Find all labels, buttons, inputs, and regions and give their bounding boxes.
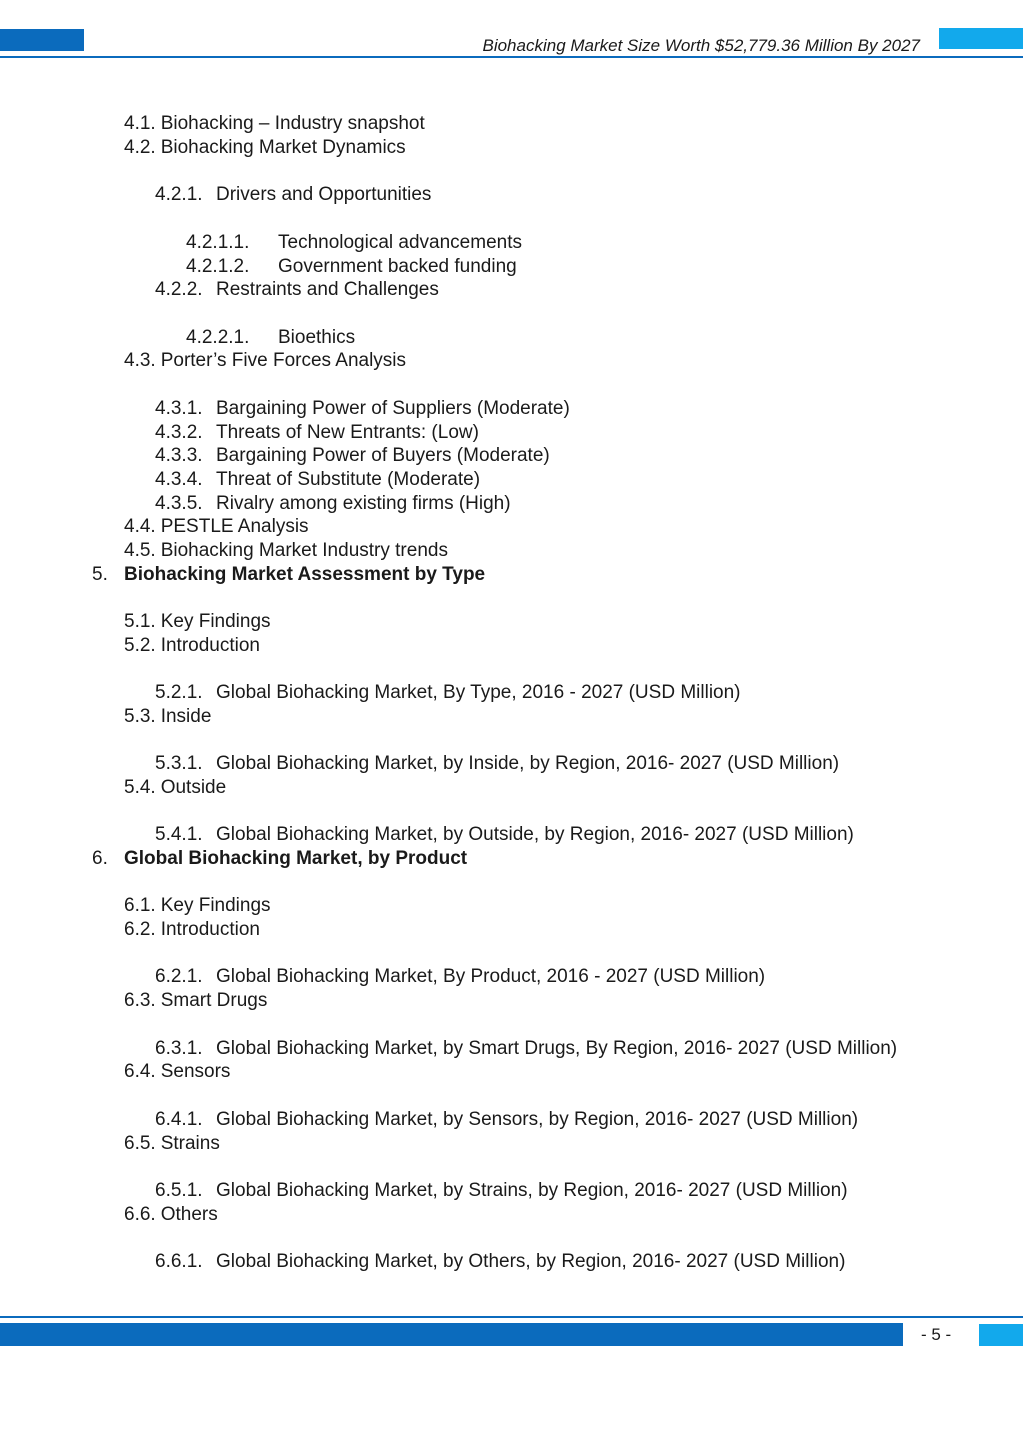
toc-entry-5-4 xyxy=(124,777,226,799)
toc-number: 6.6.1. xyxy=(155,1251,203,1272)
toc-entry-6-6-1 xyxy=(155,1251,845,1273)
toc-number: 5.2.1. xyxy=(155,682,203,703)
toc-entry-4-3-5 xyxy=(155,493,511,515)
toc-number: 6.5. xyxy=(124,1133,156,1154)
toc-number: 6.2.1. xyxy=(155,966,203,987)
header-title: Biohacking Market Size Worth $52,779.36 Million By 2027 xyxy=(482,36,920,55)
toc-entry-5-2-1 xyxy=(155,682,741,704)
toc-title: Global Biohacking Market, by Strains, by Region, 2016- 2027 (USD Million) xyxy=(216,1180,848,1201)
toc-title: Global Biohacking Market, By Product, 2016 - 2027 (USD Million) xyxy=(216,966,766,987)
toc-title: Bargaining Power of Suppliers (Moderate) xyxy=(216,398,570,419)
toc-entry-4-5 xyxy=(124,540,448,562)
toc-title: Sensors xyxy=(160,1061,231,1082)
toc-entry-5-2 xyxy=(124,635,260,657)
toc-number: 6.4.1. xyxy=(155,1109,203,1130)
toc-entry-4-2-2-1 xyxy=(186,327,355,349)
toc-number: 4.4. xyxy=(124,516,156,537)
toc-entry-6-3-1 xyxy=(155,1038,897,1060)
toc-title: Biohacking Market Industry trends xyxy=(160,540,448,561)
toc-entry-5-1 xyxy=(124,611,271,633)
toc-entry-6-1 xyxy=(124,895,271,917)
toc-number: 4.3.2. xyxy=(155,422,203,443)
footer-rule xyxy=(0,1316,1023,1318)
toc-title: Key Findings xyxy=(160,611,271,632)
toc-entry-4-3-2 xyxy=(155,422,479,444)
toc-entry-6-2-1 xyxy=(155,966,765,988)
toc-entry-6-3 xyxy=(124,990,267,1012)
toc-title: Global Biohacking Market, by Inside, by Region, 2016- 2027 (USD Million) xyxy=(216,753,840,774)
toc-number: 6.4. xyxy=(124,1061,156,1082)
toc-number: 4.3.3. xyxy=(155,445,203,466)
toc-title: Threat of Substitute (Moderate) xyxy=(216,469,481,490)
toc-number: 4.3.5. xyxy=(155,493,203,514)
toc-number: 6.5.1. xyxy=(155,1180,203,1201)
toc-entry-4-3 xyxy=(124,350,406,372)
toc-number: 5.4. xyxy=(124,777,156,798)
toc-title: Key Findings xyxy=(160,895,271,916)
toc-number: 5.1. xyxy=(124,611,156,632)
toc-entry-4-3-4 xyxy=(155,469,480,491)
toc-title: Bargaining Power of Buyers (Moderate) xyxy=(216,445,550,466)
toc-number: 4.3.1. xyxy=(155,398,203,419)
toc-title: Porter’s Five Forces Analysis xyxy=(160,350,407,371)
toc-number: 6.6. xyxy=(124,1204,156,1225)
toc-number: 4.2.2.1. xyxy=(186,327,250,348)
toc-title: Biohacking Market Assessment by Type xyxy=(124,564,486,585)
toc-number: 5.3.1. xyxy=(155,753,203,774)
toc-title: Restraints and Challenges xyxy=(216,279,439,300)
toc-entry-4-4 xyxy=(124,516,309,538)
toc-title: Biohacking Market Dynamics xyxy=(160,137,406,158)
toc-title: Global Biohacking Market, by Sensors, by Region, 2016- 2027 (USD Million) xyxy=(216,1109,859,1130)
toc-entry-6-5 xyxy=(124,1133,220,1155)
toc-number: 6.3. xyxy=(124,990,156,1011)
toc-title: Government backed funding xyxy=(278,256,517,277)
toc-entry-4-2-1 xyxy=(155,184,431,206)
header-accent-bar-left xyxy=(0,29,84,51)
toc-title: Introduction xyxy=(160,635,260,656)
toc-title: Bioethics xyxy=(278,327,356,348)
page-number: - 5 - xyxy=(921,1325,952,1344)
toc-number: 4.2. xyxy=(124,137,156,158)
toc-title: Global Biohacking Market, by Smart Drugs, By Region, 2016- 2027 (USD Million) xyxy=(216,1038,898,1059)
toc-number: 4.2.1. xyxy=(155,184,203,205)
header-rule xyxy=(0,56,1023,58)
toc-number: 4.2.1.2. xyxy=(186,256,250,277)
toc-entry-4-2-1-1 xyxy=(186,232,522,254)
toc-title: Global Biohacking Market, By Type, 2016 - 2027 (USD Million) xyxy=(216,682,741,703)
toc-entry-6-2 xyxy=(124,919,260,941)
toc-number: 5.2. xyxy=(124,635,156,656)
toc-entry-6-5-1 xyxy=(155,1180,848,1202)
toc-entry-5-3-1 xyxy=(155,753,839,775)
toc-number: 4.3. xyxy=(124,350,156,371)
toc-number: 4.2.2. xyxy=(155,279,203,300)
toc-title: Rivalry among existing firms (High) xyxy=(216,493,511,514)
toc-entry-6-4-1 xyxy=(155,1109,858,1131)
toc-entry-4-3-3 xyxy=(155,445,550,467)
toc-number: 6.1. xyxy=(124,895,156,916)
toc-entry-6-4 xyxy=(124,1061,230,1083)
toc-entry-4-3-1 xyxy=(155,398,570,420)
footer-accent-bar-right xyxy=(979,1324,1023,1346)
header-accent-bar-right xyxy=(939,28,1023,49)
toc-title: Smart Drugs xyxy=(160,990,268,1011)
toc-entry-4-2-2 xyxy=(155,279,439,301)
toc-title: Threats of New Entrants: (Low) xyxy=(216,422,479,443)
toc-chapter-5 xyxy=(92,564,485,586)
toc-number: 4.2.1.1. xyxy=(186,232,250,253)
toc-chapter-6 xyxy=(92,848,467,870)
toc-title: Biohacking – Industry snapshot xyxy=(160,113,425,134)
toc-number: 6.3.1. xyxy=(155,1038,203,1059)
toc-title: Technological advancements xyxy=(278,232,522,253)
toc-entry-4-2-1-2 xyxy=(186,256,517,278)
toc-number: 5.3. xyxy=(124,706,156,727)
toc-title: Global Biohacking Market, by Others, by Region, 2016- 2027 (USD Million) xyxy=(216,1251,846,1272)
toc-title: PESTLE Analysis xyxy=(160,516,309,537)
toc-number: 4.1. xyxy=(124,113,156,134)
footer-accent-bar xyxy=(0,1323,903,1346)
toc-entry-6-6 xyxy=(124,1204,218,1226)
toc-entry-4-2 xyxy=(124,137,406,159)
toc-number: 5. xyxy=(92,564,108,585)
toc-title: Global Biohacking Market, by Outside, by Region, 2016- 2027 (USD Million) xyxy=(216,824,854,845)
toc-entry-5-3 xyxy=(124,706,211,728)
toc-entry-5-4-1 xyxy=(155,824,854,846)
toc-number: 5.4.1. xyxy=(155,824,203,845)
toc-title: Others xyxy=(160,1204,218,1225)
toc-number: 4.5. xyxy=(124,540,156,561)
toc-title: Introduction xyxy=(160,919,260,940)
toc-number: 6.2. xyxy=(124,919,156,940)
toc-number: 6. xyxy=(92,848,108,869)
toc-title: Outside xyxy=(160,777,227,798)
toc-number: 4.3.4. xyxy=(155,469,203,490)
toc-title: Drivers and Opportunities xyxy=(216,184,432,205)
toc-title: Inside xyxy=(160,706,212,727)
toc-title: Global Biohacking Market, by Product xyxy=(124,848,468,869)
toc-entry-4-1 xyxy=(124,113,425,135)
toc-title: Strains xyxy=(160,1133,220,1154)
